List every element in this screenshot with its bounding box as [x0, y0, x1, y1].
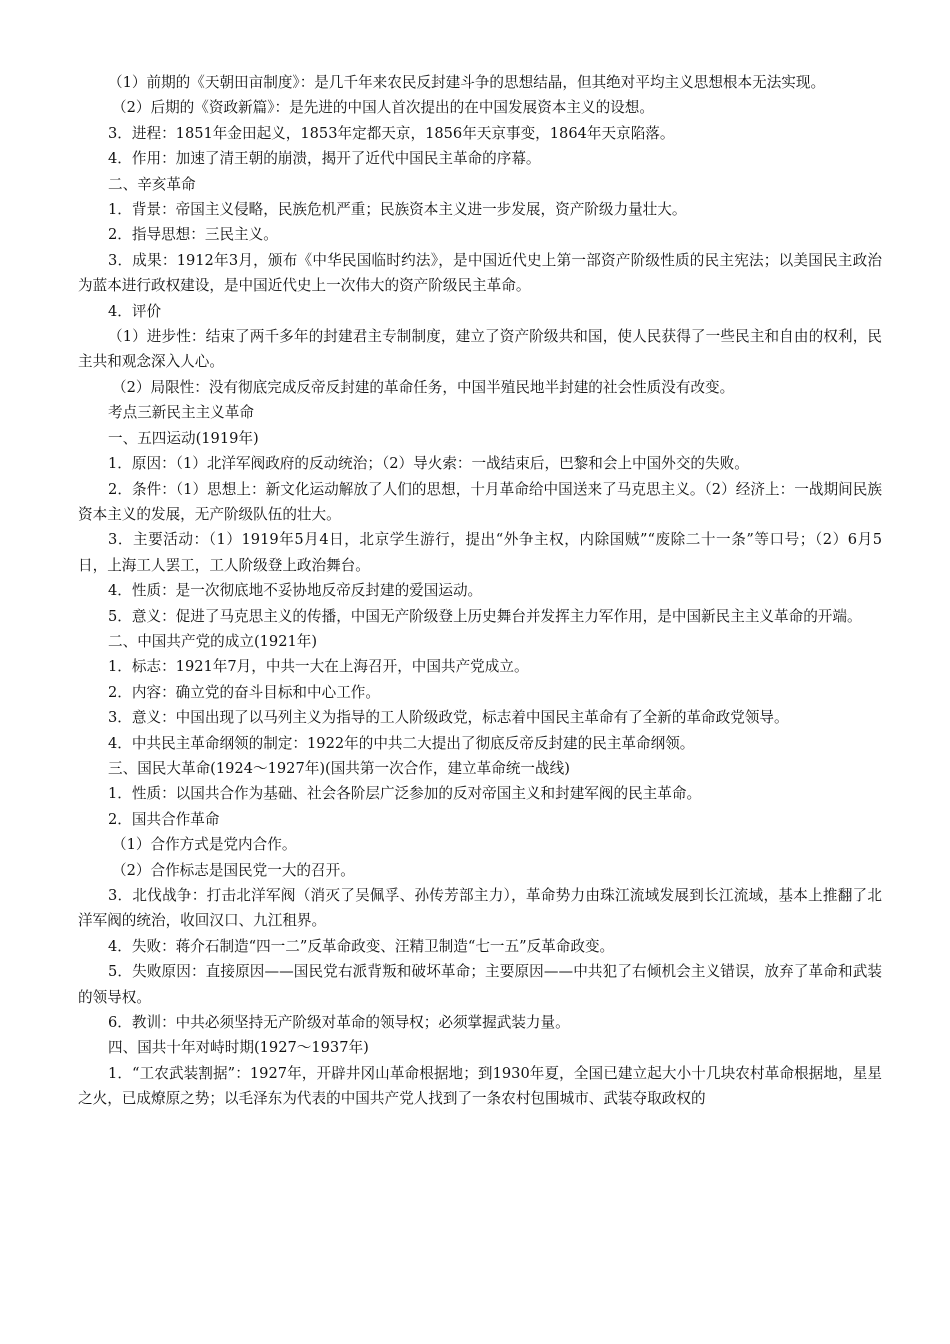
- paragraph: 5．失败原因：直接原因——国民党右派背叛和破坏革命；主要原因——中共犯了右倾机会主义错误，放弃了革命和武装的领导权。: [78, 963, 882, 1006]
- paragraph: 3．北伐战争：打击北洋军阀（消灭了吴佩孚、孙传芳部主力），革命势力由珠江流域发展到长江流域，基本上推翻了北洋军阀的统治，收回汉口、九江租界。: [78, 887, 882, 930]
- paragraph: 1．“工农武装割据”：1927年，开辟井冈山革命根据地；到1930年夏，全国已建立起大小十几块农村革命根据地，星星之火，已成燎原之势；以毛泽东为代表的中国共产党人找到了一条农村包围城市、武装夺取政权的: [78, 1064, 882, 1108]
- section-heading: 二、中国共产党的成立(1921年): [108, 632, 318, 650]
- section-heading: 二、辛亥革命: [108, 175, 196, 193]
- paragraph: 3．成果：1912年3月，颁布《中华民国临时约法》，是中国近代史上第一部资产阶级性质的民主宪法；以美国民主政治为蓝本进行政权建设，是中国近代史上一次伟大的资产阶级民主革命。: [78, 251, 882, 295]
- paragraph: 4．失败：蒋介石制造“四一二”反革命政变、汪精卫制造“七一五”反革命政变。: [108, 937, 615, 955]
- paragraph: 1．性质：以国共合作为基础、社会各阶层广泛参加的反对帝国主义和封建军阀的民主革命。: [108, 785, 702, 803]
- paragraph: 2．指导思想：三民主义。: [108, 226, 278, 244]
- paragraph: 1．背景：帝国主义侵略，民族危机严重；民族资本主义进一步发展，资产阶级力量壮大。: [108, 201, 687, 219]
- paragraph: （1）合作方式是党内合作。: [112, 836, 297, 854]
- paragraph: 4．评价: [108, 302, 162, 320]
- paragraph: （2）后期的《资政新篇》：是先进的中国人首次提出的在中国发展资本主义的设想。: [112, 99, 654, 117]
- section-heading: 一、五四运动(1919年): [108, 429, 259, 447]
- paragraph: 4．作用：加速了清王朝的崩溃，揭开了近代中国民主革命的序幕。: [108, 150, 541, 168]
- paragraph: 1．标志：1921年7月，中共一大在上海召开，中国共产党成立。: [108, 658, 529, 676]
- paragraph: 2．国共合作革命: [108, 810, 220, 828]
- document-page: [78, 70, 882, 1112]
- paragraph: （1）前期的《天朝田亩制度》：是几千年来农民反封建斗争的思想结晶，但其绝对平均主义思想根本无法实现。: [108, 74, 826, 91]
- section-heading: 三、国民大革命(1924～1927年)(国共第一次合作，建立革命统一战线): [108, 759, 570, 777]
- section-heading: 四、国共十年对峙时期(1927～1937年): [108, 1039, 369, 1057]
- paragraph: 5．意义：促进了马克思主义的传播，中国无产阶级登上历史舞台并发挥主力军作用，是中国新民主主义革命的开端。: [108, 607, 862, 625]
- paragraph: 4．中共民主革命纲领的制定：1922年的中共二大提出了彻底反帝反封建的民主革命纲领。: [108, 734, 695, 752]
- paragraph: （1）进步性：结束了两千多年的封建君主专制制度，建立了资产阶级共和国，使人民获得了一些民主和自由的权利，民主共和观念深入人心。: [78, 328, 882, 371]
- paragraph: （2）局限性：没有彻底完成反帝反封建的革命任务，中国半殖民地半封建的社会性质没有改变。: [112, 378, 735, 396]
- paragraph: 2．内容：确立党的奋斗目标和中心工作。: [108, 683, 380, 701]
- paragraph: 3．意义：中国出现了以马列主义为指导的工人阶级政党，标志着中国民主革命有了全新的革命政党领导。: [108, 709, 789, 727]
- topic-heading: 考点三新民主主义革命: [108, 404, 254, 422]
- paragraph: 6．教训：中共必须坚持无产阶级对革命的领导权；必须掌握武装力量。: [108, 1014, 570, 1032]
- paragraph: 1．原因：（1）北洋军阀政府的反动统治；（2）导火索：一战结束后，巴黎和会上中国外交的失败。: [108, 455, 749, 473]
- paragraph: 3．进程：1851年金田起义，1853年定都天京，1856年天京事变，1864年天京陷落。: [108, 124, 675, 142]
- paragraph: （2）合作标志是国民党一大的召开。: [112, 861, 355, 879]
- paragraph: 3．主要活动：（1）1919年5月4日，北京学生游行，提出“外争主权，内除国贼”“废除二十一条”等口号；（2）6月5日，上海工人罢工，工人阶级登上政治舞台。: [78, 531, 882, 574]
- paragraph: 4．性质：是一次彻底地不妥协地反帝反封建的爱国运动。: [108, 582, 483, 600]
- paragraph: 2．条件：（1）思想上：新文化运动解放了人们的思想，十月革命给中国送来了马克思主义。（2）经济上：一战期间民族资本主义的发展，无产阶级队伍的壮大。: [78, 480, 882, 523]
